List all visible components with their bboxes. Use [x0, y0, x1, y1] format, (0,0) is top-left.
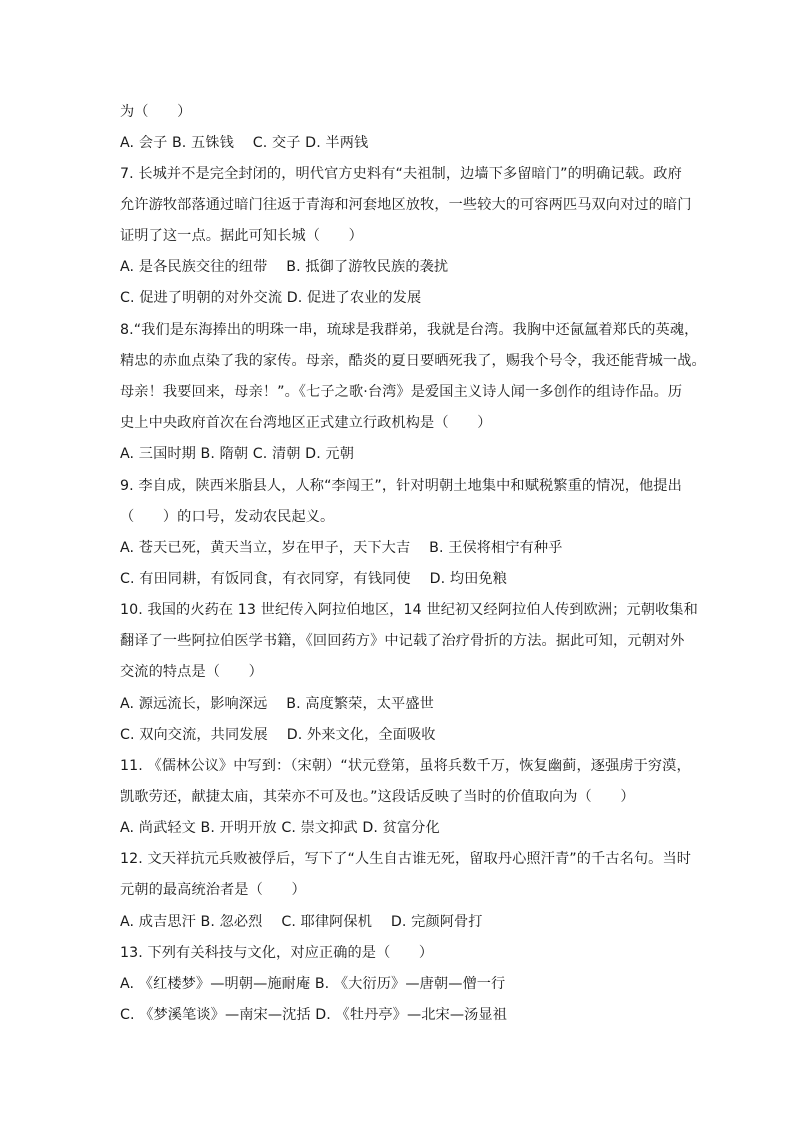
q13-options-ab: A. 《红楼梦》—明朝—施耐庵 B. 《大衍历》—唐朝—僧一行 [120, 976, 506, 992]
q7-options-cd: C. 促进了明朝的对外交流 D. 促进了农业的发展 [120, 290, 422, 306]
q7-stem-line-2: 允许游牧部落通过暗门往返于青海和河套地区放牧，一些较大的可容两匹马双向对过的暗门 [120, 197, 692, 213]
q6-options: A. 会子 B. 五铢钱 C. 交子 D. 半两钱 [120, 135, 369, 151]
q8-stem-line-2: 精忠的赤血点染了我的家传。母亲，酷炎的夏日要晒死我了，赐我个号令，我还能背城一战。 [120, 353, 706, 369]
q13-options-cd: C. 《梦溪笔谈》—南宋—沈括 D. 《牡丹亭》—北宋—汤显祖 [120, 1007, 507, 1023]
q10-stem-line-1: 10. 我国的火药在 13 世纪传入阿拉伯地区，14 世纪初又经阿拉伯人传到欧洲；元朝收集和 [120, 602, 698, 618]
q8-stem-line-1: 8.“我们是东海捧出的明珠一串，琉球是我群弟，我就是台湾。我胸中还氤氲着郑氏的英魂， [120, 322, 699, 338]
q12-stem-line-2: 元朝的最高统治者是（ ） [120, 882, 306, 898]
q11-stem-line-2: 凯歌劳还，献捷太庙，其荣亦不可及也。”这段话反映了当时的价值取向为（ ） [120, 789, 635, 805]
q13-stem: 13. 下列有关科技与文化，对应正确的是（ ） [120, 945, 434, 961]
q10-options-ab: A. 源远流长，影响深远 B. 高度繁荣，太平盛世 [120, 696, 434, 712]
q8-stem-line-4: 史上中央政府首次在台湾地区正式建立行政机构是（ ） [120, 415, 492, 431]
q11-stem-line-1: 11. 《儒林公议》中写到：（宋朝）“状元登第，虽将兵数千万，恢复幽蓟，逐强虏于穷漠， [120, 758, 691, 774]
q7-stem-line-1: 7. 长城并不是完全封闭的，明代官方史料有“夫祖制，边墙下多留暗门”的明确记载。政府 [120, 166, 682, 182]
q8-options: A. 三国时期 B. 隋朝 C. 清朝 D. 元朝 [120, 446, 355, 462]
q12-stem-line-1: 12. 文天祥抗元兵败被俘后，写下了“人生自古谁无死，留取丹心照汗青”的千古名句。当时 [120, 851, 692, 867]
q8-stem-line-3: 母亲！我要回来，母亲！”。《七子之歌·台湾》是爱国主义诗人闻一多创作的组诗作品。历 [120, 384, 683, 400]
q11-options: A. 尚武轻文 B. 开明开放 C. 崇文抑武 D. 贫富分化 [120, 820, 440, 836]
q12-options: A. 成吉思汗 B. 忽必烈 C. 耶律阿保机 D. 完颜阿骨打 [120, 914, 483, 930]
q7-options-ab: A. 是各民族交往的纽带 B. 抵御了游牧民族的袭扰 [120, 259, 449, 275]
q7-stem-line-3: 证明了这一点。据此可知长城（ ） [120, 228, 363, 244]
q9-stem-line-1: 9. 李自成，陕西米脂县人，人称“李闯王”，针对明朝土地集中和赋税繁重的情况，他提出 [120, 478, 682, 494]
q6-stem-end: 为（ ） [120, 104, 192, 120]
q10-options-cd: C. 双向交流，共同发展 D. 外来文化，全面吸收 [120, 727, 436, 743]
q10-stem-line-3: 交流的特点是（ ） [120, 664, 263, 680]
q9-options-cd: C. 有田同耕，有饭同食，有衣同穿，有钱同使 D. 均田免粮 [120, 571, 507, 587]
q10-stem-line-2: 翻译了一些阿拉伯医学书籍，《回回药方》中记载了治疗骨折的方法。据此可知，元朝对外 [120, 633, 685, 649]
q9-stem-line-2: （ ）的口号，发动农民起义。 [120, 509, 335, 525]
q9-options-ab: A. 苍天已死，黄天当立，岁在甲子，天下大吉 B. 王侯将相宁有种乎 [120, 540, 563, 556]
